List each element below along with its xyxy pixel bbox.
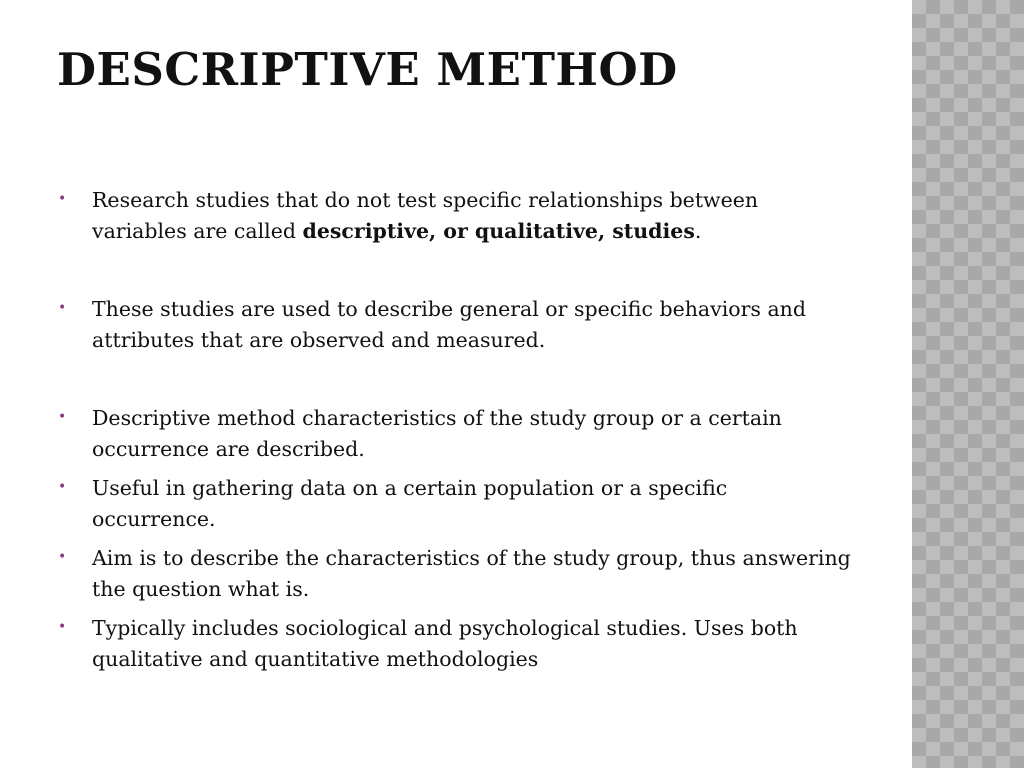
bullet-text-end: . <box>694 219 702 243</box>
bullet-text: Research studies that do not test specific relationships between variables are called <box>92 188 759 243</box>
bullet-item <box>57 473 857 535</box>
bullet-marker: • <box>58 479 67 495</box>
bullet-marker: • <box>58 549 67 565</box>
bullet-marker: • <box>58 619 67 635</box>
bullet-text: Typically includes sociological and psychological studies. Uses both qualitative and quantitative methodologies <box>92 616 798 671</box>
bullet-item <box>57 185 857 247</box>
bullet-marker: • <box>58 409 67 425</box>
bullet-marker: • <box>58 300 67 316</box>
bullet-bold-text: descriptive, or qualitative, studies <box>302 219 695 243</box>
decorative-side-panel <box>912 0 1024 768</box>
slide-title: DESCRIPTIVE METHOD <box>57 43 678 96</box>
bullet-item <box>57 403 857 465</box>
bullet-marker: • <box>58 191 67 207</box>
bullet-item <box>57 294 857 356</box>
bullet-item <box>57 613 857 675</box>
bullet-list <box>57 185 857 675</box>
bullet-text: These studies are used to describe general or specific behaviors and attributes that are observed and measured. <box>92 297 806 352</box>
bullet-text: Aim is to describe the characteristics of the study group, thus answering the question what is. <box>92 546 851 601</box>
bullet-text: Useful in gathering data on a certain population or a specific occurrence. <box>92 476 728 531</box>
bullet-item <box>57 543 857 605</box>
bullet-text: Descriptive method characteristics of the study group or a certain occurrence are described. <box>92 406 782 461</box>
